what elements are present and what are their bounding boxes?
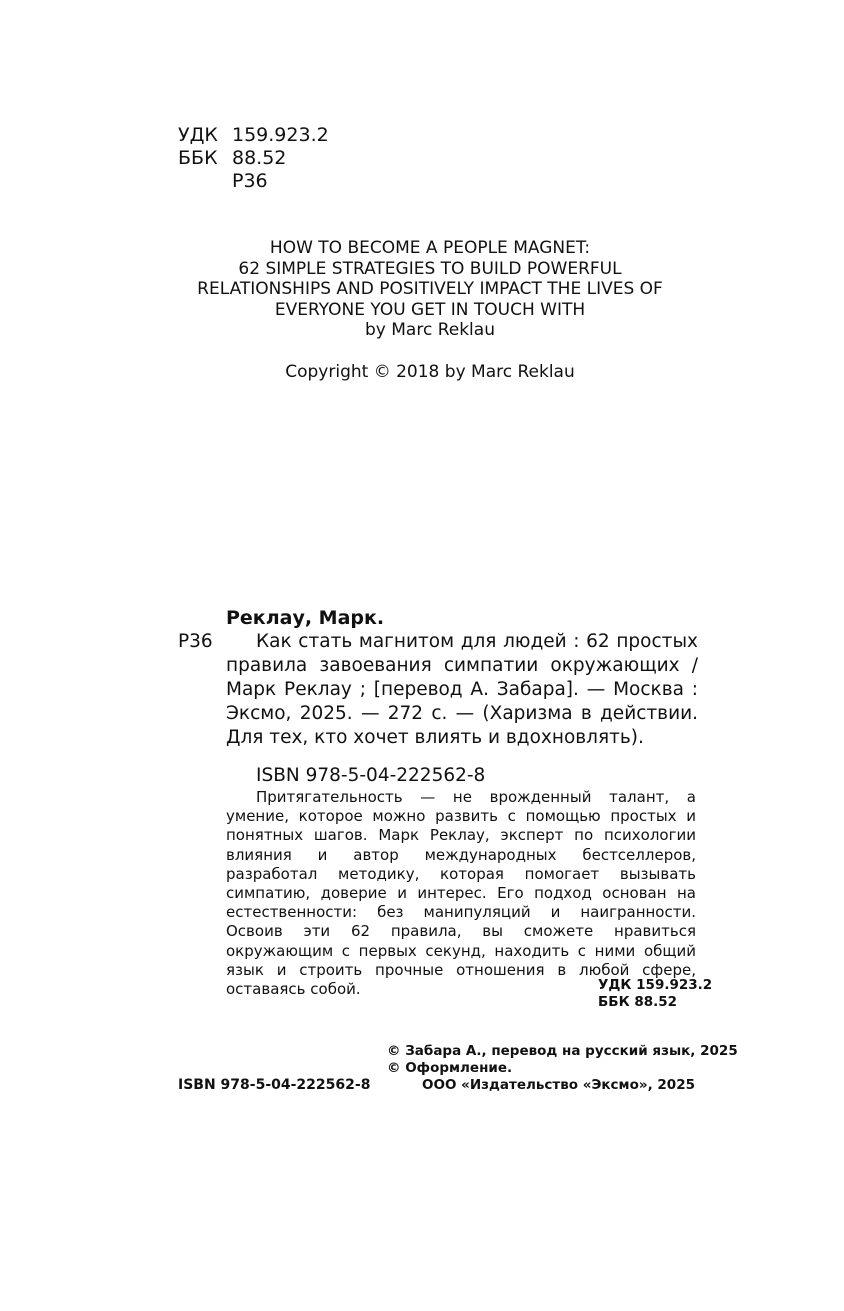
- bibliographic-entry: [178, 630, 698, 750]
- bbk-value: 88.52: [232, 147, 287, 169]
- author-mark-row: [178, 170, 329, 193]
- original-title-line: 62 SIMPLE STRATEGIES TO BUILD POWERFUL: [238, 258, 622, 279]
- footer-classification: [598, 977, 712, 1011]
- footer-udk: УДК 159.923.2: [598, 977, 713, 993]
- bbk-label: ББК: [178, 147, 218, 169]
- footer-isbn: ISBN 978-5-04-222562-8: [178, 1077, 371, 1093]
- publisher-copyright: ООО «Издательство «Эксмо», 2025: [422, 1077, 695, 1093]
- original-title-line: HOW TO BECOME A PEOPLE MAGNET:: [269, 238, 591, 258]
- classification-block: [178, 124, 329, 193]
- translation-copyright: © Забара А., перевод на русский язык, 2025: [387, 1043, 738, 1059]
- footer-bbk: ББК 88.52: [598, 994, 678, 1010]
- udk-row: [178, 124, 329, 147]
- original-edition-block: [150, 238, 710, 382]
- original-copyright: Copyright © 2018 by Marc Reklau: [285, 361, 575, 382]
- original-title-line: EVERYONE YOU GET IN TOUCH WITH: [274, 299, 586, 320]
- design-copyright: © Оформление.: [387, 1060, 513, 1076]
- udk-label: УДК: [178, 124, 218, 146]
- author-heading: Реклау, Марк.: [226, 607, 385, 629]
- bibliographic-record: [178, 606, 698, 788]
- bibliographic-description: Как стать магнитом для людей : 62 простых правила завоевания симпатии окружающих / Марк Реклау ; [перевод А. Забара]. — Москва : Эксмо, 2025. — 272 с. — (Харизма в действии. Для тех, кто хочет влиять и вдохновлять).: [226, 631, 698, 748]
- author-mark: Р36: [232, 170, 268, 192]
- bibliographic-isbn: ISBN 978-5-04-222562-8: [256, 765, 486, 786]
- footer-copyrights: [387, 1043, 738, 1077]
- udk-value: 159.923.2: [232, 124, 329, 146]
- annotation-paragraph: Притягательность — не врожденный талант, а умение, которое можно развить с помощью простых и понятных шагов. Марк Реклау, эксперт по психологии влияния и автор международных бестселлеров, разработал методику, которая помогает вызывать симпатию, доверие и интерес. Его подход основан на естественности: без манипуляций и наигранности. Освоив эти 62 правила, вы сможете нравиться окружающим с первых секунд, находить с ними общий язык и строить прочные отношения в любой сфере, оставаясь собой.: [226, 788, 696, 999]
- bibliographic-code: Р36: [178, 631, 213, 652]
- bbk-row: [178, 147, 329, 170]
- original-byline: by Marc Reklau: [365, 320, 495, 340]
- original-title-line: RELATIONSHIPS AND POSITIVELY IMPACT THE LIVES OF: [197, 279, 663, 299]
